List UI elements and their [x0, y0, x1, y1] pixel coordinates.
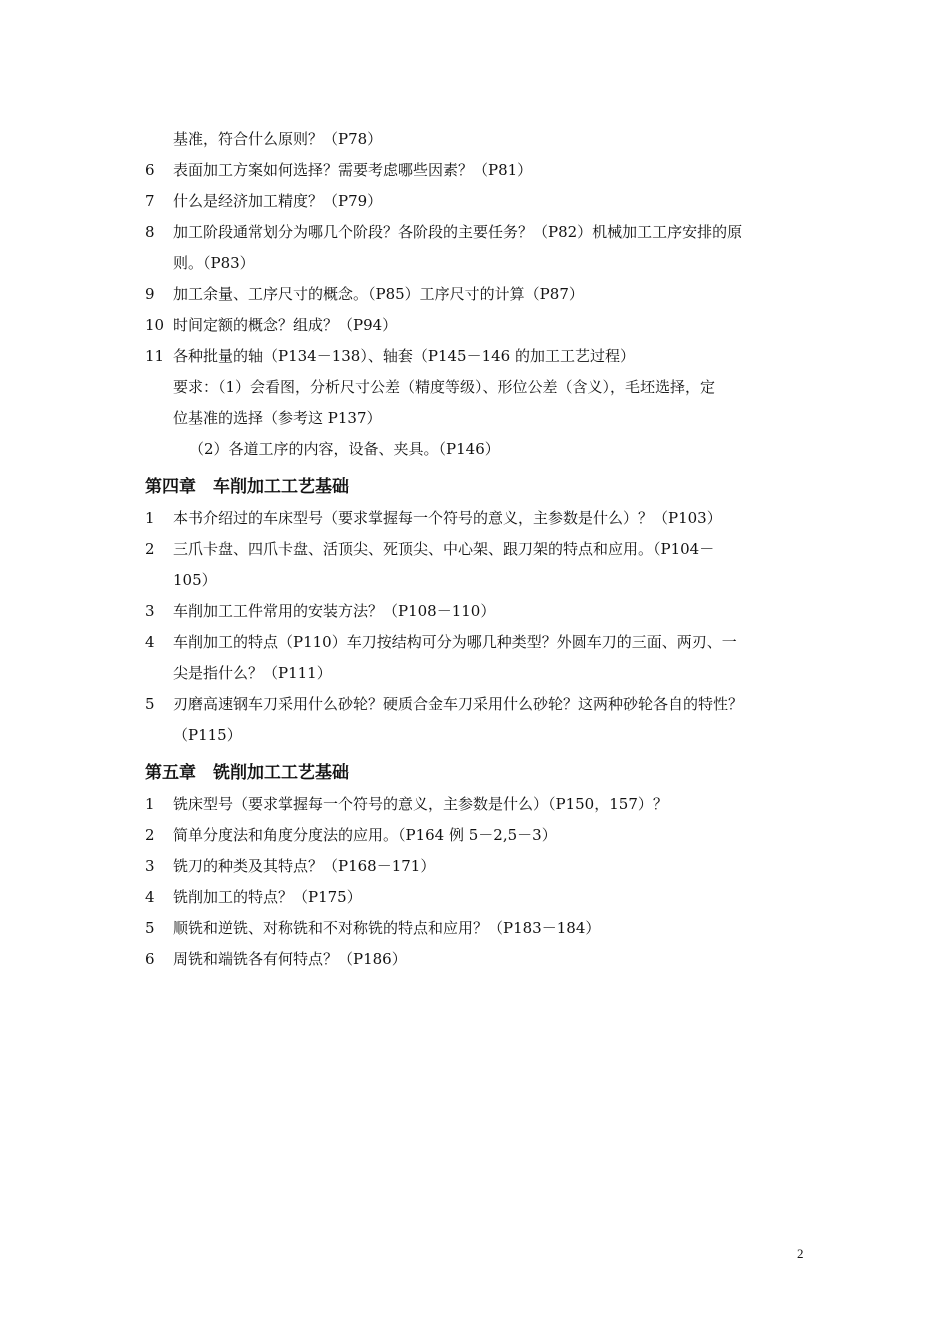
page-content: [145, 124, 825, 975]
item-number: 7: [145, 192, 155, 210]
item-text: 车削加工的特点（P110）车刀按结构可分为哪几种类型？外圆车刀的三面、两刃、一: [173, 633, 737, 651]
item-text: 加工余量、工序尺寸的概念。（P85）工序尺寸的计算（P87）: [173, 285, 584, 303]
item-number: 5: [145, 695, 155, 713]
item-number: 6: [145, 161, 155, 179]
requirement-line: 位基准的选择（参考这 P137）: [173, 409, 382, 427]
chapter-heading: 第四章 车削加工工艺基础: [145, 477, 349, 497]
list-item: [145, 155, 825, 186]
list-item: [145, 503, 825, 534]
list-item: [145, 944, 825, 975]
item-number: 8: [145, 223, 155, 241]
item-number: 9: [145, 285, 155, 303]
requirement-line: 要求：（1）会看图，分析尺寸公差（精度等级）、形位公差（含义），毛坯选择，定: [173, 378, 716, 396]
item-text: 刃磨高速钢车刀采用什么砂轮？硬质合金车刀采用什么砂轮？这两种砂轮各自的特性？: [173, 695, 744, 713]
item-text: 各种批量的轴（P134－138）、轴套（P145－146 的加工工艺过程）: [173, 347, 635, 365]
list-item: [145, 789, 825, 820]
list-item: [145, 882, 825, 913]
list-item: [145, 689, 825, 720]
list-item: [145, 341, 825, 372]
item-text: 加工阶段通常划分为哪几个阶段？各阶段的主要任务？（P82）机械加工工序安排的原: [173, 223, 743, 241]
list-item: [145, 627, 825, 658]
item-text: 铣削加工的特点？（P175）: [173, 888, 362, 906]
item-continuation: 尖是指什么？（P111）: [173, 664, 332, 682]
item-text: 时间定额的概念？组成？（P94）: [173, 316, 398, 334]
item-continuation: 则。（P83）: [173, 254, 255, 272]
item-continuation: （P115）: [173, 726, 242, 744]
item-number: 3: [145, 857, 155, 875]
list-item: [145, 913, 825, 944]
item-number: 2: [145, 826, 155, 844]
item-number: 6: [145, 950, 155, 968]
page-number: 2: [797, 1246, 804, 1261]
item-text: 周铣和端铣各有何特点？（P186）: [173, 950, 407, 968]
list-item: [145, 186, 825, 217]
item-number: 4: [145, 633, 155, 651]
list-item: [145, 820, 825, 851]
item-text: 车削加工工件常用的安装方法？（P108－110）: [173, 602, 496, 620]
list-item: [145, 217, 825, 248]
item-number: 4: [145, 888, 155, 906]
item-text: 铣床型号（要求掌握每一个符号的意义，主参数是什么）（P150，157）？: [173, 795, 668, 813]
item-number: 11: [145, 347, 165, 365]
item-text: 表面加工方案如何选择？需要考虑哪些因素？（P81）: [173, 161, 533, 179]
item-number: 10: [145, 316, 165, 334]
item-text: 顺铣和逆铣、对称铣和不对称铣的特点和应用？（P183－184）: [173, 919, 601, 937]
list-item: [145, 279, 825, 310]
list-item: [145, 310, 825, 341]
item-number: 2: [145, 540, 155, 558]
item-text: 简单分度法和角度分度法的应用。（P164 例 5－2,5－3）: [173, 826, 557, 844]
item-number: 1: [145, 509, 155, 527]
list-item: [145, 534, 825, 565]
list-item: [145, 596, 825, 627]
requirement-subitem: （2）各道工序的内容，设备、夹具。（P146）: [189, 440, 500, 458]
item-number: 5: [145, 919, 155, 937]
item-text: 什么是经济加工精度？（P79）: [173, 192, 383, 210]
item-text: 铣刀的种类及其特点？（P168－171）: [173, 857, 436, 875]
item-text: 本书介绍过的车床型号（要求掌握每一个符号的意义，主参数是什么）？（P103）: [173, 509, 722, 527]
continued-line: 基准，符合什么原则？（P78）: [173, 130, 383, 148]
item-number: 1: [145, 795, 155, 813]
chapter-heading: 第五章 铣削加工工艺基础: [145, 763, 349, 783]
item-number: 3: [145, 602, 155, 620]
list-item: [145, 851, 825, 882]
item-continuation: 105）: [173, 571, 217, 589]
item-text: 三爪卡盘、四爪卡盘、活顶尖、死顶尖、中心架、跟刀架的特点和应用。（P104－: [173, 540, 715, 558]
